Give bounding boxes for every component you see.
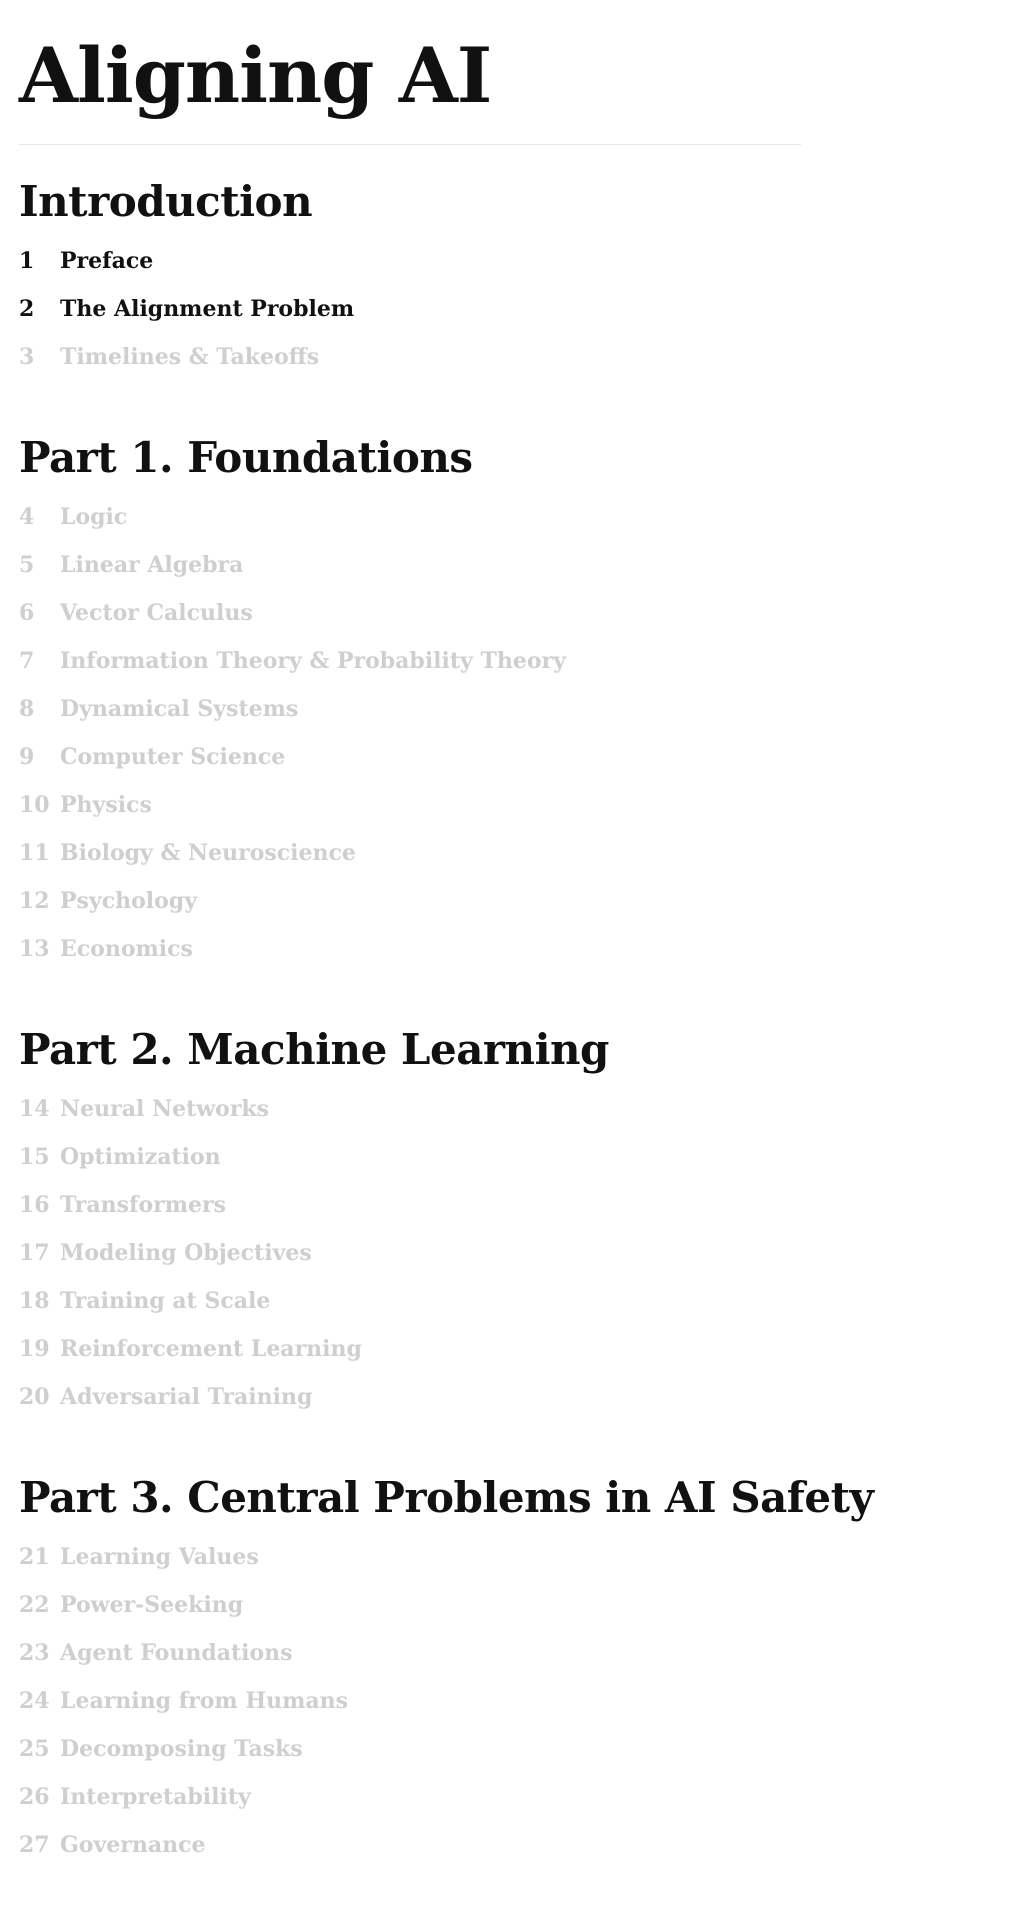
chapter-number: 21: [19, 1544, 50, 1570]
chapter-number: 5: [19, 552, 35, 578]
chapter-title: Modeling Objectives: [60, 1240, 312, 1266]
chapter-title: Preface: [60, 248, 154, 274]
chapter-link[interactable]: [19, 1581, 1016, 1629]
chapter-link[interactable]: [19, 877, 1016, 925]
chapter-number: 1: [19, 248, 35, 274]
chapter-link[interactable]: [19, 493, 1016, 541]
chapter-link[interactable]: [19, 1533, 1016, 1581]
chapter-list: [19, 1533, 1016, 1869]
chapter-link[interactable]: [19, 589, 1016, 637]
chapter-link[interactable]: [19, 1133, 1016, 1181]
section-heading: Introduction: [19, 177, 313, 226]
book-title: Aligning AI: [19, 31, 492, 120]
chapter-number: 16: [19, 1192, 50, 1218]
chapter-number: 11: [19, 840, 50, 866]
chapter-link[interactable]: [19, 1821, 1016, 1869]
chapter-link[interactable]: [19, 1181, 1016, 1229]
chapter-number: 14: [19, 1096, 50, 1122]
section-heading: Part 2. Machine Learning: [19, 1025, 609, 1074]
title-divider: [19, 144, 801, 145]
chapter-link[interactable]: [19, 333, 1016, 381]
chapter-number: 22: [19, 1592, 50, 1618]
chapter-title: Adversarial Training: [60, 1384, 313, 1410]
chapter-number: 27: [19, 1832, 50, 1858]
chapter-number: 26: [19, 1784, 50, 1810]
chapter-title: Vector Calculus: [60, 600, 253, 626]
section-heading: Part 1. Foundations: [19, 433, 473, 482]
section-part-2-machine-learning: [19, 1023, 1016, 1421]
section-part-3-central-problems: [19, 1471, 1016, 1869]
chapter-title: Agent Foundations: [60, 1640, 293, 1666]
chapter-list: [19, 1085, 1016, 1421]
chapter-title: Biology & Neuroscience: [60, 840, 356, 866]
chapter-number: 23: [19, 1640, 50, 1666]
chapter-number: 17: [19, 1240, 50, 1266]
chapter-link[interactable]: [19, 1325, 1016, 1373]
chapter-link[interactable]: [19, 1373, 1016, 1421]
chapter-link[interactable]: [19, 1677, 1016, 1725]
chapter-title: Optimization: [60, 1144, 221, 1170]
chapter-link[interactable]: [19, 1277, 1016, 1325]
chapter-number: 2: [19, 296, 35, 322]
chapter-number: 4: [19, 504, 35, 530]
chapter-link[interactable]: [19, 781, 1016, 829]
chapter-title: Neural Networks: [60, 1096, 270, 1122]
chapter-number: 19: [19, 1336, 50, 1362]
chapter-title: Interpretability: [60, 1784, 251, 1810]
chapter-number: 20: [19, 1384, 50, 1410]
chapter-link[interactable]: [19, 829, 1016, 877]
chapter-link[interactable]: [19, 1085, 1016, 1133]
chapter-title: Computer Science: [60, 744, 286, 770]
chapter-title: Timelines & Takeoffs: [60, 344, 320, 370]
chapter-link[interactable]: [19, 1629, 1016, 1677]
chapter-title: Logic: [60, 504, 128, 530]
chapter-title: Power-Seeking: [60, 1592, 244, 1618]
chapter-number: 10: [19, 792, 50, 818]
chapter-title: Reinforcement Learning: [60, 1336, 362, 1362]
chapter-number: 6: [19, 600, 35, 626]
chapter-title: Dynamical Systems: [60, 696, 299, 722]
chapter-title: Learning Values: [60, 1544, 259, 1570]
chapter-number: 7: [19, 648, 35, 674]
chapter-title: Transformers: [60, 1192, 226, 1218]
section-part-1-foundations: [19, 431, 1016, 973]
chapter-title: Economics: [60, 936, 193, 962]
chapter-list: [19, 237, 1016, 381]
chapter-link[interactable]: [19, 925, 1016, 973]
chapter-number: 13: [19, 936, 50, 962]
chapter-title: Information Theory & Probability Theory: [60, 648, 566, 674]
chapter-title: Governance: [60, 1832, 206, 1858]
section-introduction: [19, 175, 1016, 381]
chapter-title: Training at Scale: [60, 1288, 271, 1314]
chapter-title: Psychology: [60, 888, 197, 914]
chapter-link[interactable]: [19, 285, 1016, 333]
chapter-link[interactable]: [19, 733, 1016, 781]
chapter-link[interactable]: [19, 637, 1016, 685]
chapter-number: 25: [19, 1736, 50, 1762]
chapter-title: Decomposing Tasks: [60, 1736, 303, 1762]
chapter-number: 3: [19, 344, 35, 370]
chapter-link[interactable]: [19, 1229, 1016, 1277]
chapter-title: Learning from Humans: [60, 1688, 349, 1714]
chapter-number: 12: [19, 888, 50, 914]
chapter-number: 9: [19, 744, 35, 770]
section-heading: Part 3. Central Problems in AI Safety: [19, 1473, 874, 1522]
chapter-number: 24: [19, 1688, 50, 1714]
chapter-number: 8: [19, 696, 35, 722]
chapter-number: 18: [19, 1288, 50, 1314]
chapter-link[interactable]: [19, 1773, 1016, 1821]
chapter-number: 15: [19, 1144, 50, 1170]
chapter-link[interactable]: [19, 1725, 1016, 1773]
chapter-title: Physics: [60, 792, 152, 818]
chapter-link[interactable]: [19, 685, 1016, 733]
chapter-link[interactable]: [19, 541, 1016, 589]
chapter-list: [19, 493, 1016, 973]
chapter-title: The Alignment Problem: [60, 296, 355, 322]
chapter-title: Linear Algebra: [60, 552, 244, 578]
chapter-link[interactable]: [19, 237, 1016, 285]
